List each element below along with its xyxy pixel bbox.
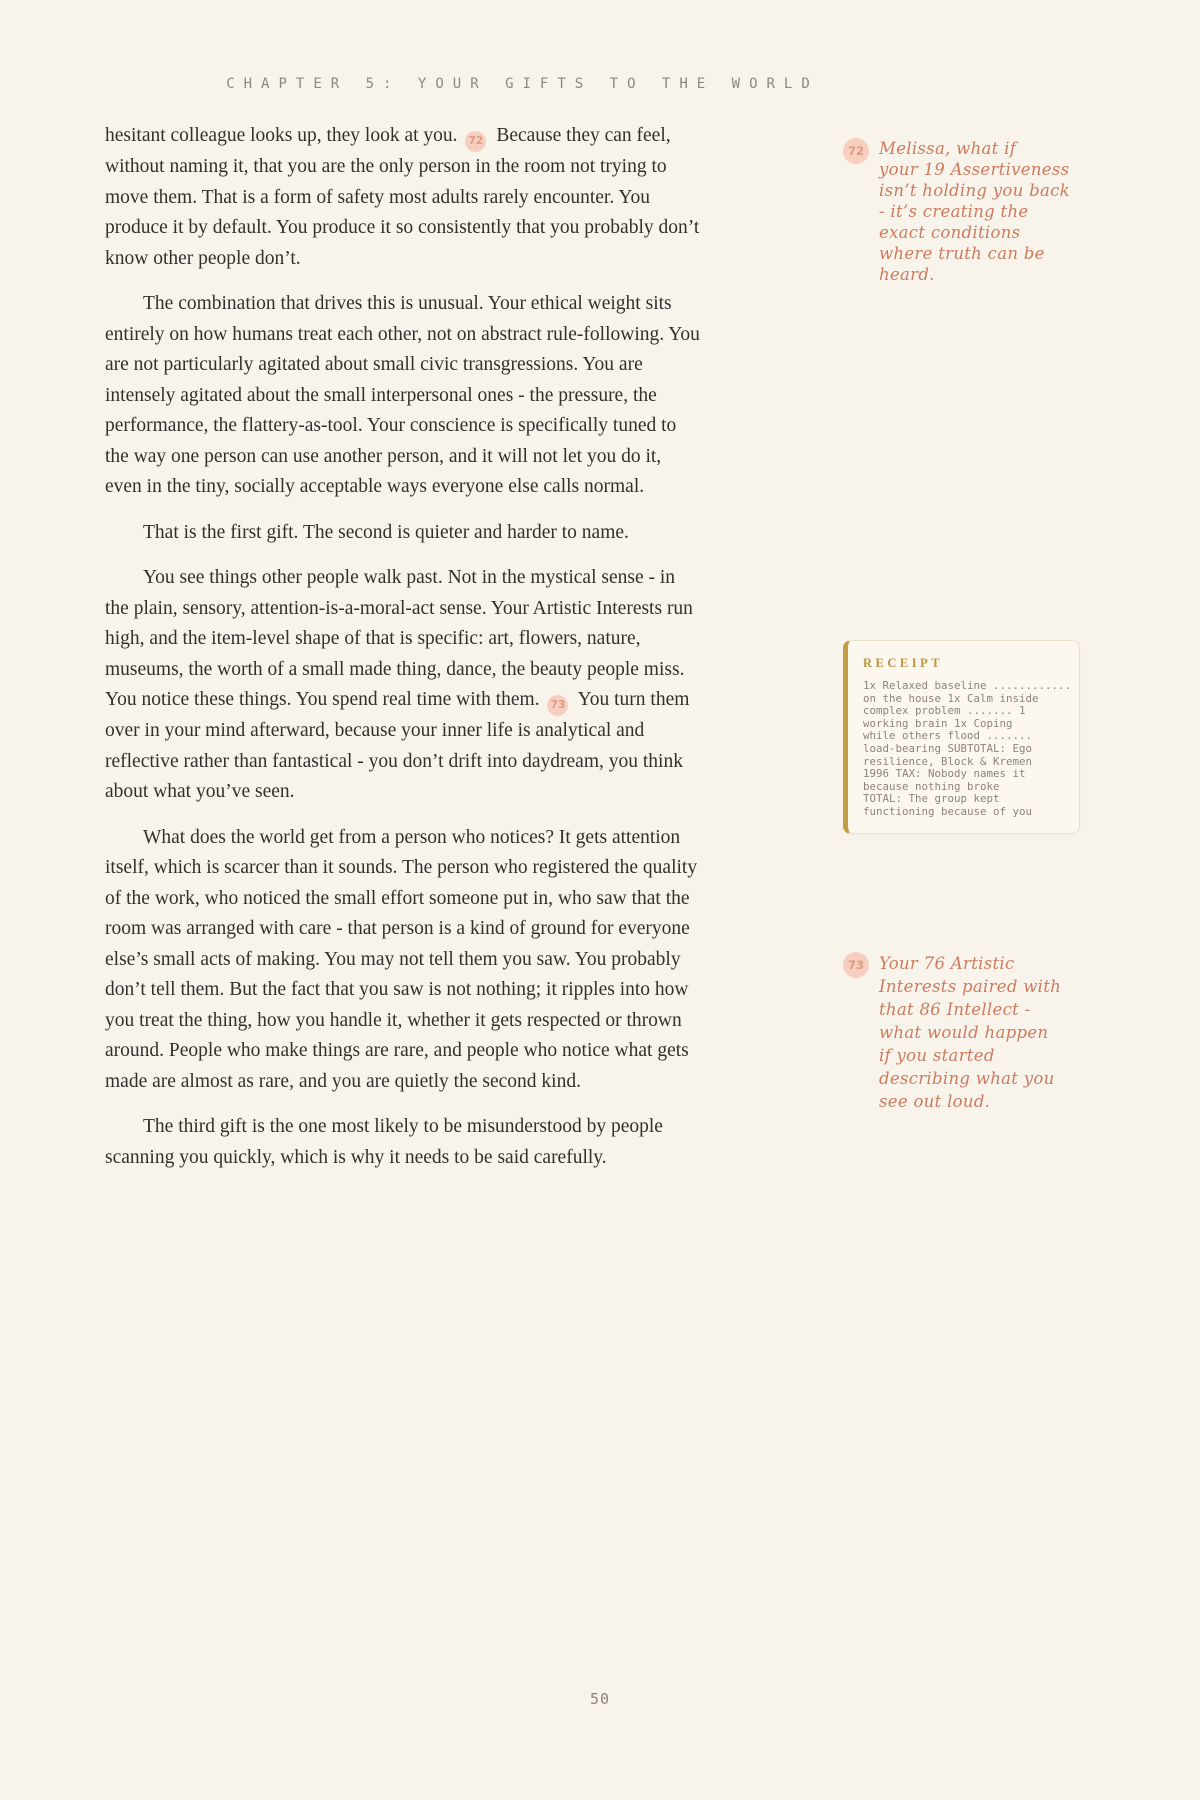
handwriting-line: exact conditions [879,223,1021,242]
article-body [105,121,702,1188]
receipt-line: functioning because of you [863,804,1033,818]
chapter-header: CHAPTER 5: YOUR GIFTS TO THE WORLD [226,76,819,92]
handwriting-line: that 86 Intellect - [879,1000,1031,1019]
receipt-card [843,640,1080,834]
handwriting-line: if you started [879,1046,995,1065]
paragraph: That is the first gift. The second is quieter and harder to name. [143,521,629,543]
receipt-line: while others flood ....... [863,729,1033,743]
handwriting-line: see out loud. [879,1092,991,1111]
handwriting-line: Your 76 Artistic [879,954,1015,973]
receipt-text [863,679,1072,819]
margin-note-72 [843,138,1103,285]
margin-note-text [879,138,1070,285]
receipt-line: 1x Relaxed baseline ............ [863,679,1072,692]
handwriting-line: Interests paired with [879,977,1062,996]
receipt-line: because nothing broke [863,779,1000,793]
page-number: 50 [589,1690,611,1708]
handwriting-line: heard. [879,265,935,284]
margin-note-73 [843,952,1103,1113]
receipt-line: resilience, Block & Kremen [863,754,1033,768]
annotation-ref-badge[interactable]: 72 [465,131,486,152]
paragraph: The combination that drives this is unusual. Your ethical weight sits entirely on how humans treat each other, not on abstract rule-following. You are not particularly agitated about small civic transgressions. You are intensely agitated about the small interpersonal ones - the pressure, the performance, the flattery-as-tool. Your conscience is specifically tuned to the way one person can use another person, and it will not let you do it, even in the tiny, socially acceptable ways everyone else calls normal. [105,293,700,497]
paragraph: hesitant colleague looks up, they look at you. 72 Because they can feel, without naming it, that you are the only person in the room not trying to move them. That is a form of safety most adults rarely encounter. You produce it by default. You produce it so consistently that you probably don’t know other people don’t. [105,125,700,269]
handwriting-line: your 19 Assertiveness [879,160,1070,179]
annotation-ref-badge[interactable]: 73 [547,695,568,716]
receipt-line: on the house 1x Calm inside [863,691,1039,705]
handwriting-line: where truth can be [879,244,1045,263]
receipt-line: working brain 1x Coping [863,716,1013,730]
margin-note-badge: 72 [843,138,869,164]
handwriting-line: what would happen [879,1023,1049,1042]
receipt-title: RECEIPT [863,656,944,670]
margin-note-text [879,952,1061,1113]
receipt-line: complex problem ....... 1 [863,704,1026,718]
receipt-line: 1996 TAX: Nobody names it [863,767,1026,781]
paragraph: The third gift is the one most likely to be misunderstood by people scanning you quickly, which is why it needs to be said carefully. [105,1116,663,1168]
paragraph: You see things other people walk past. Not in the mystical sense - in the plain, sensory, attention-is-a-moral-act sense. Your Artistic Interests run high, and the item-level shape of that is specific: art, flowers, nature, museums, the worth of a small made thing, dance, the beauty people miss. You notice these things. You spend real time with them. 73 You turn them over in your mind afterward, because your inner life is analytical and reflective rather than fantastical - you don’t drift into daydream, you think about what you’ve seen. [105,567,693,802]
handwriting-line: Melissa, what if [879,139,1017,158]
handwriting-line: isn’t holding you back [879,181,1070,200]
receipt-line: TOTAL: The group kept [863,792,1000,806]
handwriting-line: describing what you [879,1069,1055,1088]
handwriting-line: - it’s creating the [879,202,1029,221]
margin-note-badge: 73 [843,952,869,978]
receipt-line: load-bearing SUBTOTAL: Ego [863,741,1033,755]
paragraph: What does the world get from a person who notices? It gets attention itself, which is scarcer than it sounds. The person who registered the quality of the work, who noticed the small effort someone put in, who saw that the room was arranged with care - that person is a kind of ground for everyone else’s small acts of making. You may not tell them you saw. You probably don’t tell them. But the fact that you saw is not nothing; it ripples into how you treat the thing, how you handle it, whether it gets respected or thrown around. People who make things are rare, and people who notice what gets made are almost as rare, and you are quietly the second kind. [105,826,698,1092]
